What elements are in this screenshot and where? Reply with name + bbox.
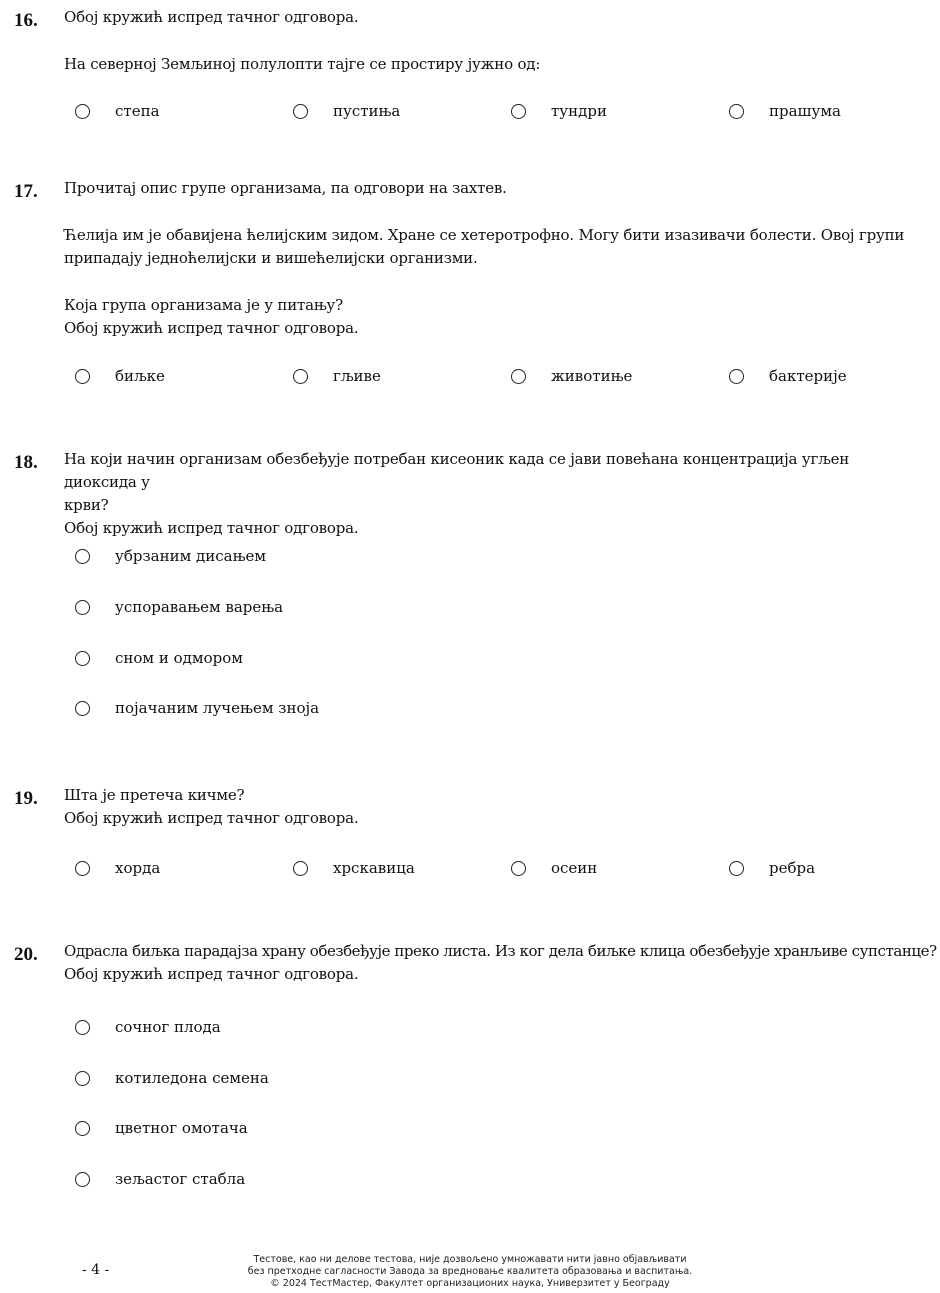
radio-circle-icon[interactable]	[729, 369, 744, 384]
copyright-notice: Тестове, као ни делове тестова, није дозвољено умножавати нити јавно објављивати без претходне сагласности Завода за вредновање квалитета образовања и васпитања. © 2024 ТестМастер, Факултет организационих наука, Универзитет у Београду	[247, 1254, 693, 1289]
question-text: Обој кружић испред тачног одговора. На северној Земљиној полулопти тајге се простиру јужно од:	[64, 8, 541, 73]
question-text: Одрасла биљка парадајза храну обезбеђује преко листа. Из ког дела биљке клица обезбеђује хранљиве супстанце? Обој кружић испред тачног одговора.	[64, 942, 937, 983]
radio-circle-icon[interactable]	[75, 369, 90, 384]
radio-circle-icon[interactable]	[75, 1071, 90, 1086]
question-number: 19.	[14, 788, 38, 809]
question-text: Прочитај опис групе организама, па одговори на захтев. Ћелија им је обавијена ћелијским зидом. Хране се хетеротрофно. Могу бити изазивачи болести. Овој групи припадају једноћелијски и вишећелијски организми. Која група организама је у питању? Обој кружић испред тачног одговора.	[64, 179, 905, 337]
radio-circle-icon[interactable]	[293, 861, 308, 876]
radio-circle-icon[interactable]	[511, 369, 526, 384]
radio-circle-icon[interactable]	[75, 1172, 90, 1187]
radio-circle-icon[interactable]	[729, 104, 744, 119]
radio-circle-icon[interactable]	[75, 1020, 90, 1035]
question-text: На који начин организам обезбеђује потребан кисеоник када се јави повећана концентрација угљен диоксида у крви? Обој кружић испред тачног одговора.	[64, 450, 850, 537]
radio-circle-icon[interactable]	[75, 701, 90, 716]
question-number: 20.	[14, 944, 38, 965]
question-number: 17.	[14, 181, 38, 202]
radio-circle-icon[interactable]	[75, 651, 90, 666]
radio-circle-icon[interactable]	[511, 861, 526, 876]
radio-circle-icon[interactable]	[75, 549, 90, 564]
radio-circle-icon[interactable]	[729, 861, 744, 876]
page-number: - 4 -	[82, 1262, 110, 1278]
radio-circle-icon[interactable]	[293, 104, 308, 119]
radio-circle-icon[interactable]	[511, 104, 526, 119]
radio-circle-icon[interactable]	[75, 600, 90, 615]
radio-circle-icon[interactable]	[293, 369, 308, 384]
question-number: 18.	[14, 452, 38, 473]
question-number: 16.	[14, 10, 38, 31]
radio-circle-icon[interactable]	[75, 1121, 90, 1136]
radio-circle-icon[interactable]	[75, 104, 90, 119]
radio-circle-icon[interactable]	[75, 861, 90, 876]
question-text: Шта је претеча кичме? Обој кружић испред тачног одговора.	[64, 786, 359, 827]
